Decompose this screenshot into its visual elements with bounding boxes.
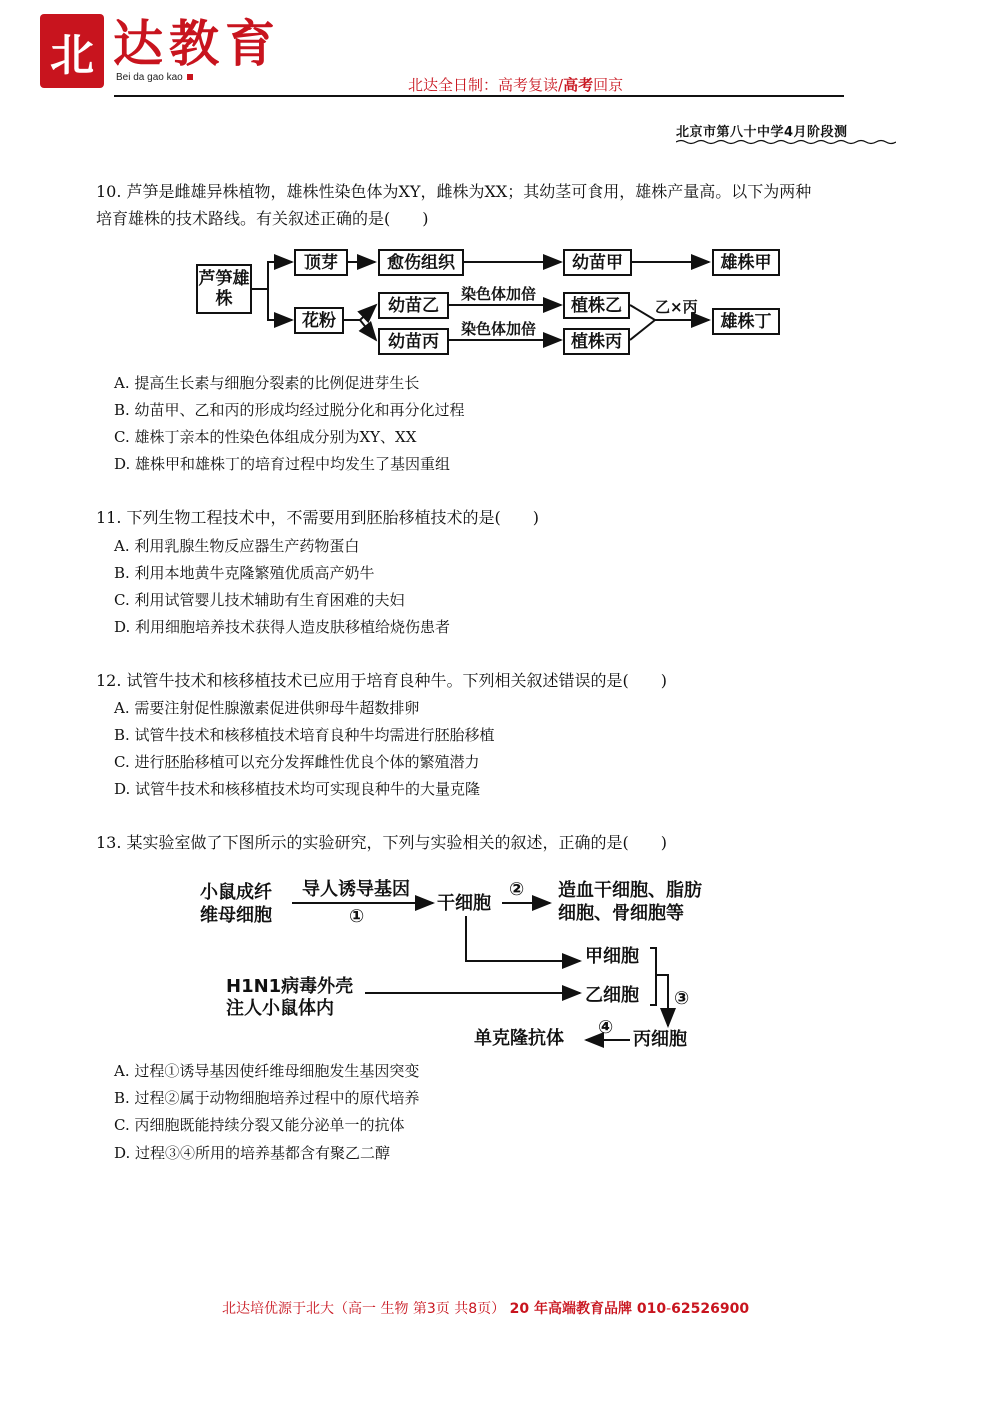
d13-diff-line-2: 细胞、骨细胞等 <box>558 903 684 924</box>
header-slogan: 北达全日制：高考复读/高考回京 <box>408 76 624 94</box>
box-seedling-c: 幼苗丙 <box>378 328 449 355</box>
label-double-2: 染色体加倍 <box>461 320 537 338</box>
question-13-stem: 13. 某实验室做了下图所示的实验研究，下列与实验相关的叙述，正确的是( ) <box>96 833 668 852</box>
box-seedling-a: 幼苗甲 <box>563 249 632 276</box>
d13-stem-cell: 干细胞 <box>437 893 491 914</box>
question-13-option-a: A. 过程①诱导基因使纤维母细胞发生基因突变 <box>114 1062 420 1080</box>
question-10-option-c: C. 雄株丁亲本的性染色体组成分别为XY、XX <box>114 428 417 446</box>
question-12-option-c: C. 进行胚胎移植可以充分发挥雌性优良个体的繁殖潜力 <box>114 753 480 771</box>
logo-subtitle: Bei da gao kao <box>116 72 193 83</box>
d13-step2-number: ② <box>509 879 525 900</box>
label-cross: 乙×丙 <box>655 298 698 316</box>
d13-diff-line-1: 造血干细胞、脂肪 <box>558 880 702 901</box>
logo-text: 达教育 <box>113 14 281 73</box>
box-top-bud: 顶芽 <box>294 249 348 276</box>
question-12-option-a: A. 需要注射促性腺激素促进供卵母牛超数排卵 <box>114 699 420 717</box>
box-pollen: 花粉 <box>294 307 344 334</box>
d13-cell-a: 甲细胞 <box>585 946 639 967</box>
d13-step1-label: 导人诱导基因 <box>302 879 410 900</box>
question-12-stem: 12. 试管牛技术和核移植技术已应用于培育良种牛。下列相关叙述错误的是( ) <box>96 671 668 690</box>
question-10-line-2: 培育雄株的技术路线。有关叙述正确的是( ) <box>96 209 429 228</box>
box-start: 芦笋雄株 <box>196 264 252 314</box>
d13-source-line-2: 维母细胞 <box>200 905 272 926</box>
d13-source-line-1: 小鼠成纤 <box>200 882 272 903</box>
d13-antibody: 单克隆抗体 <box>474 1028 564 1049</box>
label-double-1: 染色体加倍 <box>461 285 537 303</box>
logo-mark: 北 <box>40 14 104 88</box>
question-11-option-c: C. 利用试管婴儿技术辅助有生育困难的夫妇 <box>114 591 405 609</box>
question-11-option-b: B. 利用本地黄牛克隆繁殖优质高产奶牛 <box>114 564 375 582</box>
question-13-option-d: D. 过程③④所用的培养基都含有聚乙二醇 <box>114 1144 391 1162</box>
box-plant-b: 植株乙 <box>563 292 630 319</box>
question-12-option-b: B. 试管牛技术和核移植技术培育良种牛均需进行胚胎移植 <box>114 726 495 744</box>
question-13-option-b: B. 过程②属于动物细胞培养过程中的原代培养 <box>114 1089 420 1107</box>
question-10-option-d: D. 雄株甲和雄株丁的培育过程中均发生了基因重组 <box>114 455 451 473</box>
question-11-option-d: D. 利用细胞培养技术获得人造皮肤移植给烧伤患者 <box>114 618 451 636</box>
d13-step1-number: ① <box>349 906 365 927</box>
d13-step4-number: ④ <box>598 1017 614 1038</box>
box-plant-c: 植株丙 <box>563 328 630 355</box>
box-seedling-b: 幼苗乙 <box>378 292 449 319</box>
d13-cell-b: 乙细胞 <box>585 985 639 1006</box>
d13-step3-number: ③ <box>674 988 690 1009</box>
question-12-option-d: D. 试管牛技术和核移植技术均可实现良种牛的大量克隆 <box>114 780 481 798</box>
question-11-stem: 11. 下列生物工程技术中，不需要用到胚胎移植技术的是( ) <box>96 508 540 527</box>
d13-virus-line-1: H1N1病毒外壳 <box>226 976 354 997</box>
box-male-d: 雄株丁 <box>712 308 780 335</box>
d13-cell-c: 丙细胞 <box>633 1029 687 1050</box>
footer: 北达培优源于北大（高一 生物 第3页 共8页） 20 年高端教育品牌 010-62526900 <box>222 1301 750 1317</box>
question-10-option-a: A. 提高生长素与细胞分裂素的比例促进芽生长 <box>114 374 420 392</box>
question-13-option-c: C. 丙细胞既能持续分裂又能分泌单一的抗体 <box>114 1116 405 1134</box>
school-title: 北京市第八十中学4月阶段测 <box>676 125 848 140</box>
d13-virus-line-2: 注人小鼠体内 <box>226 998 334 1019</box>
box-male-a: 雄株甲 <box>712 249 780 276</box>
question-11-option-a: A. 利用乳腺生物反应器生产药物蛋白 <box>114 537 360 555</box>
box-callus: 愈伤组织 <box>378 249 464 276</box>
question-10-option-b: B. 幼苗甲、乙和丙的形成均经过脱分化和再分化过程 <box>114 401 465 419</box>
question-10-line-1: 10. 芦笋是雌雄异株植物，雄株性染色体为XY，雌株为XX；其幼茎可食用，雄株产量高。以下为两种 <box>96 182 812 201</box>
